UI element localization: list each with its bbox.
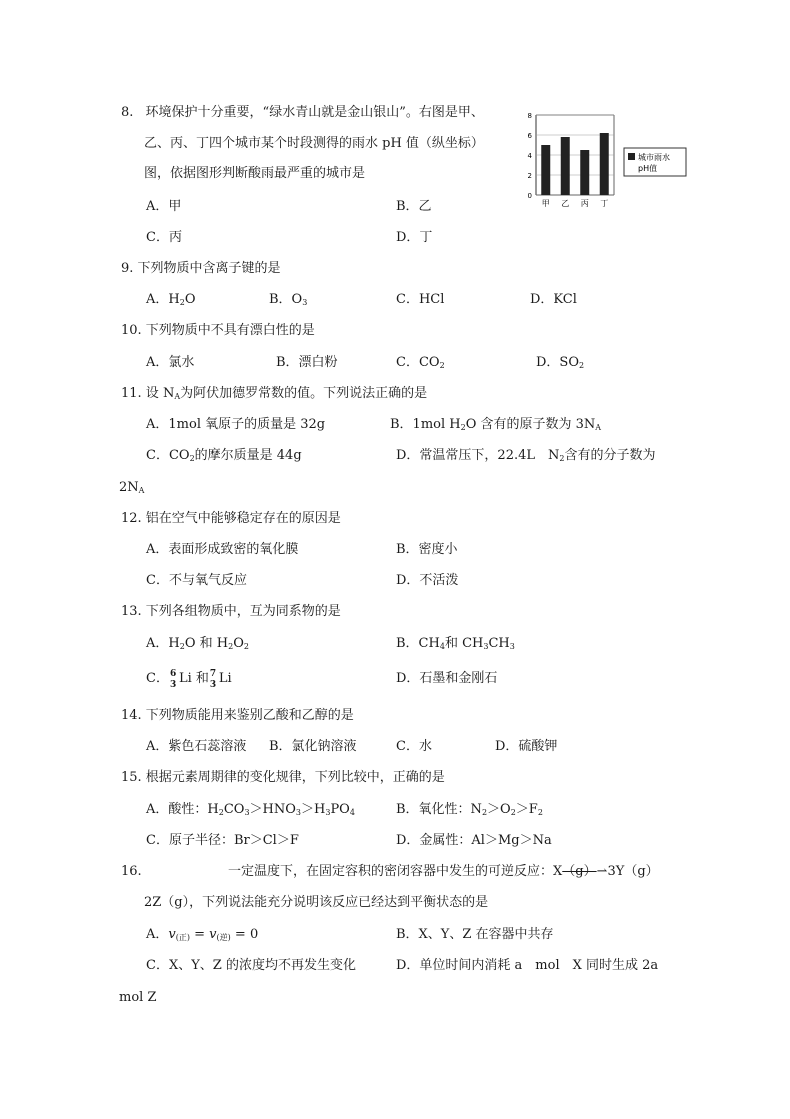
q15-a-s1: 2 [218, 808, 224, 817]
q12-stem: 12. 铝在空气中能够稳定存在的原因是 [121, 511, 341, 526]
q16-option-c[interactable]: C．X、Y、Z 的浓度均不再发生变化 [146, 958, 356, 973]
q10-c-sub: 2 [439, 361, 445, 370]
q9-b-sub: 3 [302, 298, 308, 307]
q16-a-sub2: (逆) [216, 933, 231, 942]
chart-y-tick-label: 0 [527, 192, 532, 200]
q12-option-b[interactable]: B．密度小 [396, 542, 458, 557]
q11-wrap-text: 2N [119, 480, 139, 495]
q13-a-sub2: 2 [228, 642, 234, 651]
q15-option-b[interactable] [396, 801, 543, 819]
reversible-arrow-icon: ⇀ [596, 864, 608, 879]
q11-option-d-wrap [119, 479, 144, 497]
q16-stem1-strike: （g） [562, 864, 597, 879]
q11-b-pre: B．1mol H [390, 417, 461, 432]
chart-legend [624, 148, 686, 176]
q15-a-s4: 3 [325, 808, 331, 817]
chart-bar [541, 145, 550, 195]
q9-option-c[interactable]: C．HCl [396, 292, 445, 307]
q16-number: 16. [121, 864, 142, 879]
q11-stem [121, 385, 427, 403]
q16-a-v1: v [168, 927, 176, 942]
q15-b-s2: 2 [510, 808, 516, 817]
q13-option-a[interactable] [146, 635, 249, 653]
q13-option-d[interactable]: D．石墨和金刚石 [396, 671, 498, 686]
li7-nuclide [209, 669, 219, 690]
q16-a-tail: = 0 [230, 927, 259, 942]
chart-x-tick-label: 乙 [561, 199, 570, 208]
q9-a-sub: 2 [179, 298, 185, 307]
q14-option-c[interactable]: C．水 [396, 739, 432, 754]
li7-mass: 7 [209, 669, 217, 679]
q16-stem1-pre: 一定温度下，在固定容积的密闭容器中发生的可逆反应：X [228, 864, 563, 879]
q15-a-m1: CO [223, 802, 245, 817]
q11-wrap-sub: A [138, 486, 145, 495]
q13-a-tail: O [233, 636, 244, 651]
q10-option-c[interactable] [396, 354, 445, 372]
q15-option-a[interactable] [146, 801, 355, 819]
q11-stem-pre: 11. 设 N [121, 386, 175, 401]
q16-option-d-wrap: mol Z [119, 990, 157, 1005]
q15-a-pre: A．酸性：H [146, 802, 219, 817]
li7-symbol: Li [218, 671, 232, 686]
q16-stem1-post: 3Y（g） [607, 864, 659, 879]
q11-b-sub: 2 [460, 423, 466, 432]
chart-y-tick-label: 8 [527, 112, 532, 120]
q13-b-pre: B．CH [396, 636, 440, 651]
q13-b-sub2: 3 [483, 642, 489, 651]
q15-a-s2: 3 [244, 808, 250, 817]
q8-option-a[interactable]: A．甲 [146, 199, 182, 214]
q13-a-pre: A．H [146, 636, 180, 651]
q11-option-d[interactable] [396, 447, 656, 465]
q15-option-d[interactable]: D．金属性：Al＞Mg＞Na [396, 833, 552, 848]
q13-stem: 13. 下列各组物质中，互为同系物的是 [121, 604, 341, 619]
q8-number: 8. [121, 105, 134, 120]
q12-option-a[interactable]: A．表面形成致密的氧化膜 [146, 542, 299, 557]
q10-option-a[interactable]: A．氯水 [146, 355, 195, 370]
legend-swatch [628, 153, 635, 160]
q14-option-d[interactable]: D．硫酸钾 [495, 739, 558, 754]
q16-stem-2: 2Z（g），下列说法能充分说明该反应已经达到平衡状态的是 [144, 895, 489, 910]
q13-c-pre: C． [146, 671, 169, 686]
q9-option-a[interactable] [146, 291, 196, 309]
chart-bar [600, 133, 609, 195]
q13-a-mid: O 和 H [184, 636, 229, 651]
q16-option-a[interactable] [146, 926, 258, 944]
q15-b-s1: 2 [481, 808, 488, 817]
q10-stem: 10. 下列物质中不具有漂白性的是 [121, 323, 315, 338]
li6-symbol: Li 和 [178, 671, 209, 686]
q13-b-sub: 4 [439, 642, 445, 651]
q16-stem-1 [228, 863, 659, 881]
q14-option-b[interactable]: B．氯化钠溶液 [269, 739, 357, 754]
q11-c-sub: 2 [189, 454, 195, 463]
q15-b-pre: B．氧化性：N [396, 802, 482, 817]
q11-d-pre: D．常温常压下，22.4L N [396, 448, 560, 463]
chart-y-tick-label: 2 [527, 172, 532, 180]
q15-b-m2: ＞F [515, 802, 538, 817]
q13-option-b[interactable] [396, 635, 515, 653]
q14-option-a[interactable]: A．紫色石蕊溶液 [146, 739, 247, 754]
q11-option-b[interactable] [390, 416, 601, 434]
q16-a-v2: v [209, 927, 217, 942]
q13-b-sub3: 3 [509, 642, 515, 651]
q15-b-s3: 2 [537, 808, 543, 817]
q8-stem-2: 乙、丙、丁四个城市某个时段测得的雨水 pH 值（纵坐标） [144, 136, 484, 151]
q15-a-s3: 3 [295, 808, 301, 817]
q15-a-s5: 4 [349, 808, 355, 817]
q11-option-a[interactable]: A．1mol 氧原子的质量是 32g [146, 417, 326, 432]
q16-a-eq: = [190, 927, 210, 942]
q16-a-pre: A． [146, 927, 169, 942]
q9-a-tail: O [184, 292, 196, 307]
q16-option-d[interactable]: D．单位时间内消耗 a mol X 同时生成 2a [396, 958, 659, 973]
q15-option-c[interactable]: C．原子半径：Br＞Cl＞F [146, 833, 299, 848]
li7-z: 3 [209, 680, 217, 690]
q11-d-post: 含有的分子数为 [564, 448, 656, 463]
q11-b-sub2: A [595, 423, 602, 432]
q13-option-c[interactable] [146, 670, 232, 688]
q16-a-sub1: (正) [175, 933, 190, 942]
q14-stem: 14. 下列物质能用来鉴别乙酸和乙醇的是 [121, 708, 354, 723]
q9-option-d[interactable]: D．KCl [530, 292, 577, 307]
legend-label-2: pH值 [638, 164, 658, 173]
q11-c-pre: C．CO [146, 448, 190, 463]
li6-mass: 6 [169, 669, 177, 679]
q15-a-m3: ＞H [301, 802, 326, 817]
q12-option-d[interactable]: D．不活泼 [396, 573, 459, 588]
chart-bar [561, 137, 570, 195]
q8-option-b[interactable]: B．乙 [396, 199, 432, 214]
ph-bar-chart [522, 110, 692, 210]
q10-d-sub: 2 [579, 361, 585, 370]
legend-label-1: 城市雨水 [638, 153, 670, 162]
chart-y-tick-label: 6 [527, 132, 532, 140]
q11-d-sub: 2 [559, 454, 565, 463]
chart-x-tick-label: 甲 [541, 199, 550, 208]
q15-a-m4: PO [330, 802, 350, 817]
q12-option-c[interactable]: C．不与氧气反应 [146, 573, 247, 588]
q9-stem: 9. 下列物质中含离子键的是 [121, 261, 281, 276]
li6-nuclide [169, 669, 179, 690]
q11-stem-sub: A [174, 392, 181, 401]
q10-option-b[interactable]: B．漂白粉 [276, 355, 338, 370]
q16-option-b[interactable]: B．X、Y、Z 在容器中共存 [396, 927, 554, 942]
chart-y-tick-label: 4 [527, 152, 532, 160]
q8-option-d[interactable]: D．丁 [396, 230, 433, 245]
q8-stem-1: 环境保护十分重要，“绿水青山就是金山银山”。右图是甲、 [145, 105, 484, 120]
q11-c-post: 的摩尔质量是 44g [194, 448, 302, 463]
q9-a-text: A．H [146, 292, 180, 307]
q13-a-sub: 2 [179, 642, 185, 651]
q11-b-mid: O 含有的原子数为 3N [465, 417, 596, 432]
q10-d-text: D．SO [536, 355, 579, 370]
q10-c-text: C．CO [396, 355, 440, 370]
q10-option-d[interactable] [536, 354, 584, 372]
q13-b-tail: CH [488, 636, 510, 651]
chart-x-tick-label: 丙 [580, 199, 589, 208]
chart-x-tick-label: 丁 [600, 199, 609, 208]
q8-stem-3: 图，依据图形判断酸雨最严重的城市是 [144, 166, 366, 181]
q11-option-c[interactable] [146, 447, 302, 465]
q13-a-sub3: 2 [243, 642, 249, 651]
q11-stem-post: 为阿伏加德罗常数的值。下列说法正确的是 [180, 386, 428, 401]
q8-line1 [121, 104, 484, 122]
q9-b-text: B．O [269, 292, 303, 307]
q8-option-c[interactable]: C．丙 [146, 230, 182, 245]
chart-bar [580, 150, 589, 195]
q13-b-mid: 和 CH [444, 636, 484, 651]
li6-z: 3 [169, 680, 177, 690]
q9-option-b[interactable] [269, 291, 307, 309]
q15-stem: 15. 根据元素周期律的变化规律，下列比较中，正确的是 [121, 770, 445, 785]
q15-b-m1: ＞O [487, 802, 511, 817]
q15-a-m2: ＞HNO [249, 802, 296, 817]
